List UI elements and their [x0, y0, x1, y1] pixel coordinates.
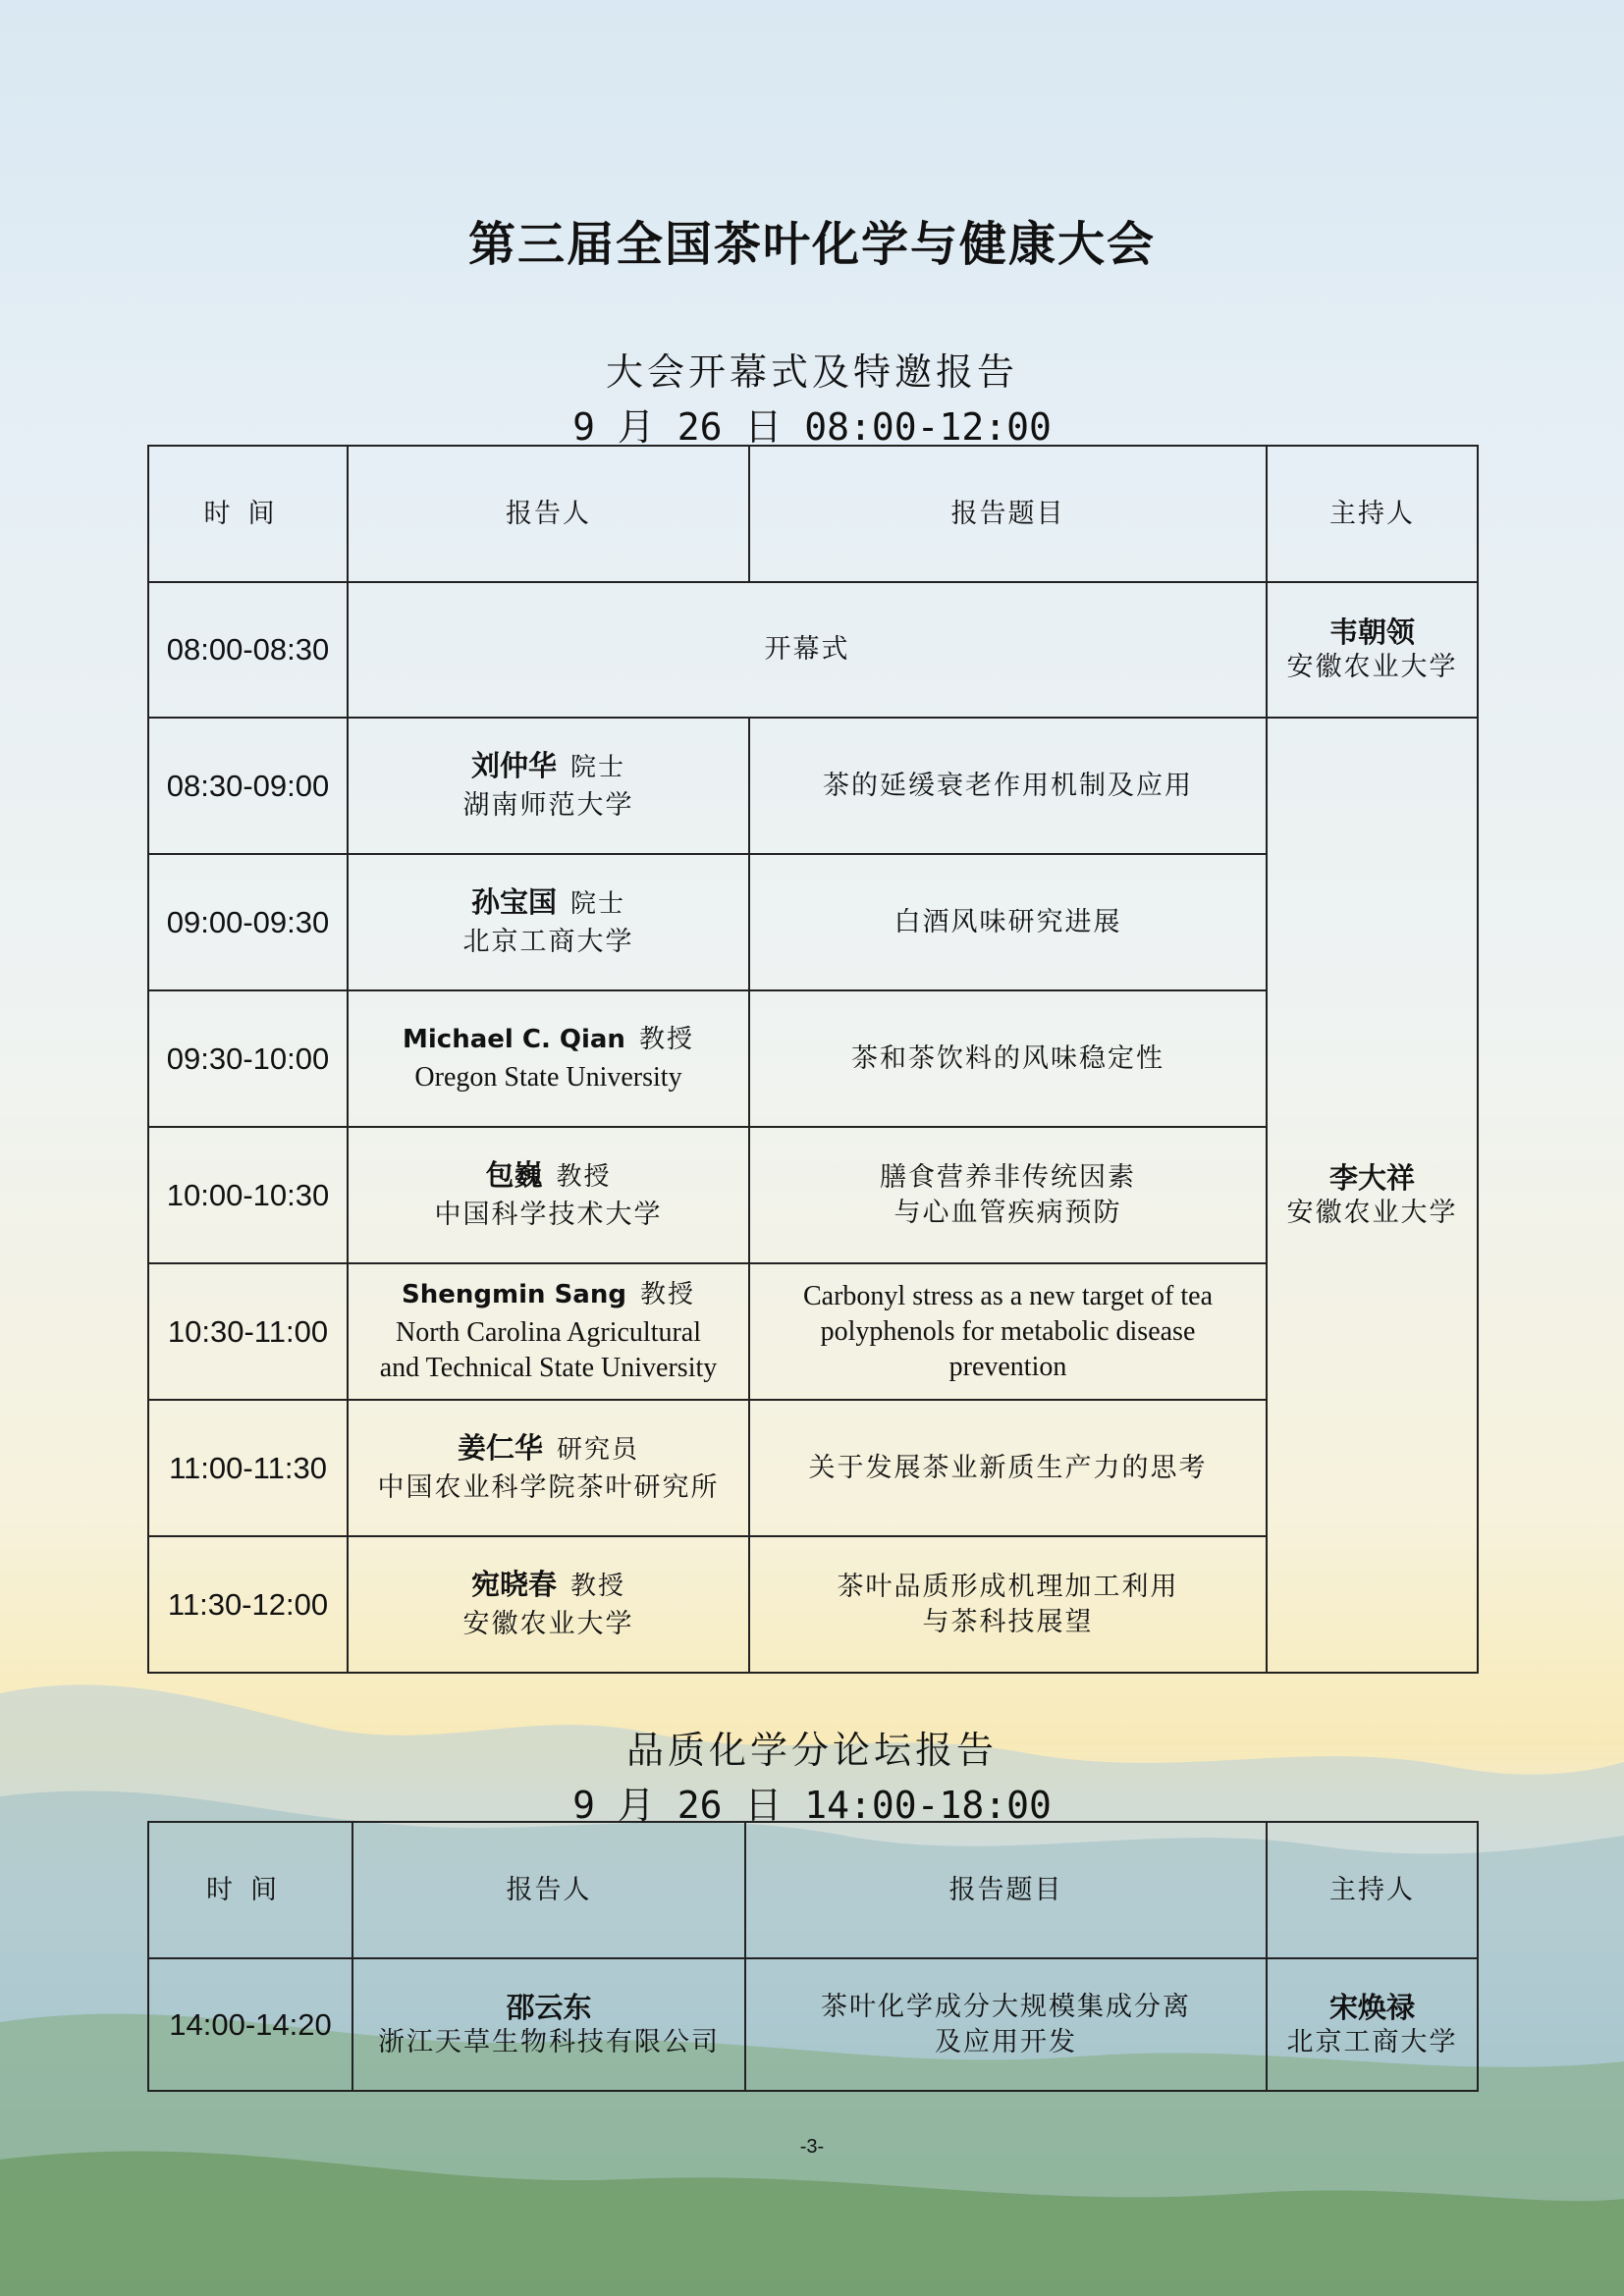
- speaker-name: 孙宝国: [470, 885, 557, 919]
- speaker-name: Michael C. Qian: [403, 1025, 625, 1054]
- row-time: 09:00-09:30: [148, 854, 348, 990]
- row-time: 10:30-11:00: [148, 1263, 348, 1400]
- speaker-cell: [348, 990, 749, 1127]
- topic-line: 与心血管疾病预防: [893, 1197, 1122, 1228]
- speaker-cell: [348, 854, 749, 990]
- header-topic: 报告题目: [745, 1822, 1267, 1958]
- speaker-title: 教授: [638, 1025, 694, 1054]
- speaker-cell: [348, 1400, 749, 1536]
- topic-line: 茶的延缓衰老作用机制及应用: [823, 770, 1193, 801]
- speaker-cell: [352, 1958, 745, 2091]
- topic-cell: [749, 718, 1267, 854]
- topic-line: 关于发展茶业新质生产力的思考: [808, 1452, 1208, 1483]
- topic-cell: [749, 1127, 1267, 1263]
- header-host: 主持人: [1267, 446, 1478, 582]
- topic-cell: [749, 1263, 1267, 1400]
- row-time: 08:30-09:00: [148, 718, 348, 854]
- row-time: 11:30-12:00: [148, 1536, 348, 1673]
- host-name: 李大祥: [1328, 1160, 1415, 1195]
- speaker-affiliation: North Carolina Agricultural: [395, 1317, 702, 1348]
- topic-cell: [749, 854, 1267, 990]
- speaker-affiliation: 中国科学技术大学: [434, 1200, 663, 1230]
- speaker-affiliation: 中国农业科学院茶叶研究所: [377, 1472, 720, 1503]
- speaker-title: 研究员: [557, 1435, 640, 1465]
- host-affiliation: 安徽农业大学: [1286, 652, 1458, 682]
- header-time: 时间: [148, 446, 348, 582]
- row-time: 08:00-08:30: [148, 582, 348, 718]
- table-header-row: [148, 1822, 1478, 1958]
- speaker-cell: [348, 1127, 749, 1263]
- host-affiliation: 北京工商大学: [1286, 2026, 1458, 2057]
- speaker-name: 刘仲华: [470, 749, 557, 782]
- page-title: 第三届全国茶叶化学与健康大会: [467, 217, 1156, 272]
- opening-ceremony: 开幕式: [348, 582, 1267, 718]
- topic-line: 茶和茶饮料的风味稳定性: [851, 1042, 1164, 1074]
- header-speaker: 报告人: [352, 1822, 745, 1958]
- speaker-name: 宛晓春: [470, 1568, 557, 1601]
- speaker-affiliation: 浙江天草生物科技有限公司: [378, 2026, 720, 2057]
- table-row: [148, 1958, 1478, 2091]
- host-cell: [1267, 1958, 1478, 2091]
- header-time: 时间: [148, 1822, 352, 1958]
- speaker-name: 姜仁华: [457, 1431, 543, 1465]
- speaker-cell: [348, 1263, 749, 1400]
- topic-line: 白酒风味研究进展: [893, 906, 1122, 937]
- page-number: -3-: [799, 2136, 825, 2158]
- speaker-title: 教授: [556, 1162, 612, 1192]
- topic-line: 茶叶化学成分大规模集成分离: [821, 1991, 1191, 2022]
- topic-cell: [749, 1400, 1267, 1536]
- session2-date: 9 月 26 日 14:00-18:00: [572, 1784, 1052, 1827]
- speaker-title: 教授: [570, 1572, 626, 1601]
- session2-title: 品质化学分论坛报告: [625, 1729, 998, 1772]
- header-topic: 报告题目: [749, 446, 1267, 582]
- speaker-name: Shengmin Sang: [402, 1280, 626, 1309]
- topic-line: 茶叶品质形成机理加工利用: [837, 1571, 1179, 1602]
- row-time: 10:00-10:30: [148, 1127, 348, 1263]
- row-time: 09:30-10:00: [148, 990, 348, 1127]
- speaker-cell: [348, 1536, 749, 1673]
- header-speaker: 报告人: [348, 446, 749, 582]
- row-time: 11:00-11:30: [148, 1400, 348, 1536]
- host-affiliation: 安徽农业大学: [1286, 1197, 1458, 1228]
- host-name: 宋焕禄: [1328, 1990, 1415, 2024]
- topic-line: 及应用开发: [935, 2026, 1077, 2057]
- session1-table: [147, 445, 1479, 1674]
- header-host: 主持人: [1267, 1822, 1478, 1958]
- host-cell: [1267, 718, 1478, 1673]
- speaker-name: 包巍: [485, 1158, 543, 1192]
- session1-title: 大会开幕式及特邀报告: [605, 350, 1018, 394]
- topic-line: polyphenols for metabolic disease: [820, 1315, 1196, 1347]
- topic-cell: [745, 1958, 1267, 2091]
- table-header-row: [148, 446, 1478, 582]
- speaker-affiliation-line2: and Technical State University: [379, 1353, 718, 1383]
- speaker-title: 教授: [639, 1280, 695, 1309]
- table-row: [148, 718, 1478, 854]
- speaker-cell: [348, 718, 749, 854]
- speaker-affiliation: 安徽农业大学: [462, 1609, 634, 1639]
- session1-date: 9 月 26 日 08:00-12:00: [572, 405, 1052, 449]
- speaker-name: 邵云东: [506, 1990, 592, 2024]
- topic-line: Carbonyl stress as a new target of tea: [802, 1280, 1214, 1311]
- topic-line: prevention: [948, 1351, 1067, 1382]
- speaker-title: 院士: [570, 753, 626, 782]
- topic-line: 与茶科技展望: [922, 1606, 1094, 1637]
- speaker-affiliation: Oregon State University: [414, 1062, 682, 1093]
- speaker-title: 院士: [570, 889, 626, 919]
- session2-table: [147, 1821, 1479, 2092]
- row-time: 14:00-14:20: [148, 1958, 352, 2091]
- topic-line: 膳食营养非传统因素: [880, 1161, 1136, 1193]
- speaker-affiliation: 北京工商大学: [462, 927, 634, 957]
- speaker-affiliation: 湖南师范大学: [462, 790, 634, 821]
- table-row: [148, 582, 1478, 718]
- topic-cell: [749, 1536, 1267, 1673]
- host-cell: [1267, 582, 1478, 718]
- topic-cell: [749, 990, 1267, 1127]
- host-name: 韦朝领: [1328, 615, 1415, 649]
